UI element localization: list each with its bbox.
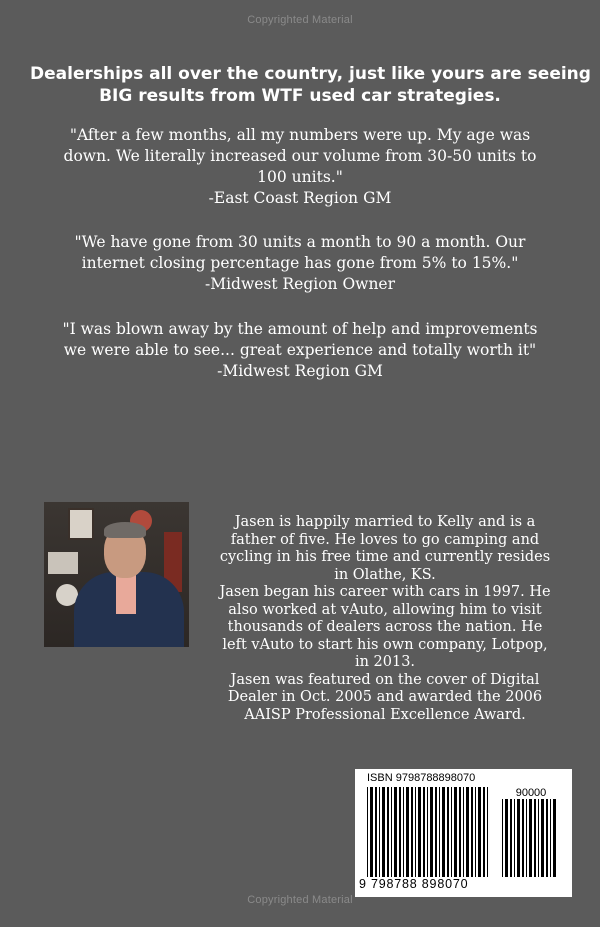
barcode-bar [529, 799, 532, 877]
wall-sign [48, 552, 78, 574]
barcode-bar [517, 799, 520, 877]
barcode-bar [466, 787, 469, 877]
barcode-addon-bars [500, 799, 560, 877]
testimonial-2 [40, 232, 560, 295]
barcode-bar [541, 799, 544, 877]
barcode-bar [399, 787, 401, 877]
barcode-bar [510, 799, 512, 877]
barcode-bar [478, 787, 481, 877]
barcode-bar [387, 787, 389, 877]
isbn-barcode [355, 769, 572, 897]
barcode-bar [502, 799, 503, 877]
wall-frame [68, 508, 94, 540]
bio-line: left vAuto to start his own company, Lotpop, [222, 636, 548, 653]
barcode-bar [454, 787, 457, 877]
bio-line: also worked at vAuto, allowing him to visit [228, 601, 542, 618]
barcode-bar [483, 787, 485, 877]
bio-line: father of five. He loves to go camping and [230, 531, 540, 548]
headline [30, 63, 591, 107]
barcode-bar [463, 787, 464, 877]
testimonial-line: internet closing percentage has gone from 5% to 15%." [81, 254, 519, 272]
barcode-bar [403, 787, 404, 877]
barcode-bar [546, 799, 548, 877]
testimonial-attribution: -Midwest Region Owner [204, 275, 396, 293]
testimonial-line: down. We literally increased our volume from 30-50 units to [63, 147, 537, 165]
bio-line: Dealer in Oct. 2005 and awarded the 2006 [227, 689, 543, 705]
barcode-bar [550, 799, 551, 877]
barcode-bar [451, 787, 452, 877]
barcode-bar [534, 799, 536, 877]
barcode-main-bars [365, 787, 490, 877]
isbn-label: ISBN 9798788898070 [367, 772, 476, 784]
copyright-watermark-bottom: Copyrighted Material [247, 894, 353, 906]
author-hair [104, 522, 146, 538]
headline-line: Dealerships all over the country, just like yours are seeing [30, 64, 591, 84]
barcode-bar [475, 787, 476, 877]
barcode-bar [553, 799, 556, 877]
barcode-bar [379, 787, 380, 877]
barcode-bar [375, 787, 377, 877]
barcode-bar [415, 787, 416, 877]
barcode-bar [435, 787, 437, 877]
bio-line: in 2013. [354, 654, 416, 670]
barcode-bar [394, 787, 397, 877]
testimonial-3 [40, 319, 560, 382]
testimonial-line: we were able to see... great experience and totally worth it" [63, 341, 537, 359]
barcode-bar [406, 787, 409, 877]
testimonial-line: "We have gone from 30 units a month to 90 a month. Our [74, 233, 526, 251]
barcode-bar [522, 799, 524, 877]
barcode-bar [367, 787, 368, 877]
bio-line: Jasen is happily married to Kelly and is a [234, 514, 536, 530]
barcode-bar [411, 787, 413, 877]
author-photo [44, 502, 189, 647]
testimonial-line: "I was blown away by the amount of help and improvements [62, 320, 538, 338]
testimonial-attribution: -Midwest Region GM [217, 362, 383, 380]
bio-line: AAISP Professional Excellence Award. [244, 706, 526, 723]
barcode-bar [430, 787, 433, 877]
bio-line: thousands of dealers across the nation. He [227, 619, 543, 635]
barcode-bar [505, 799, 508, 877]
testimonial-attribution: -East Coast Region GM [208, 189, 392, 207]
barcode-bar [538, 799, 539, 877]
headline-line: BIG results from WTF used car strategies. [99, 86, 501, 106]
barcode-bar [514, 799, 515, 877]
author-bio [210, 514, 560, 724]
barcode-bar [382, 787, 385, 877]
bio-line: Jasen was featured on the cover of Digital [230, 671, 540, 688]
barcode-bar [459, 787, 461, 877]
barcode-bar [471, 787, 473, 877]
barcode-bar [370, 787, 373, 877]
barcode-bar [487, 787, 488, 877]
bio-line: Jasen began his career with cars in 1997. He [219, 584, 551, 600]
bio-line: cycling in his free time and currently resides [219, 549, 551, 565]
barcode-bar [391, 787, 392, 877]
barcode-bar [427, 787, 428, 877]
barcode-digits: 9 798788 898070 [359, 877, 469, 891]
copyright-watermark-top: Copyrighted Material [247, 14, 353, 26]
testimonial-line: "After a few months, all my numbers were up. My age was [69, 126, 531, 144]
barcode-bar [439, 787, 440, 877]
bio-line: in Olathe, KS. [334, 566, 436, 583]
barcode-bar [447, 787, 449, 877]
barcode-bar [526, 799, 527, 877]
author-shirt [116, 574, 136, 614]
testimonial-1 [40, 125, 560, 209]
testimonial-line: 100 units." [257, 168, 343, 186]
barcode-bar [423, 787, 425, 877]
barcode-addon-label: 90000 [515, 787, 547, 799]
barcode-bar [442, 787, 445, 877]
barcode-bar [418, 787, 421, 877]
